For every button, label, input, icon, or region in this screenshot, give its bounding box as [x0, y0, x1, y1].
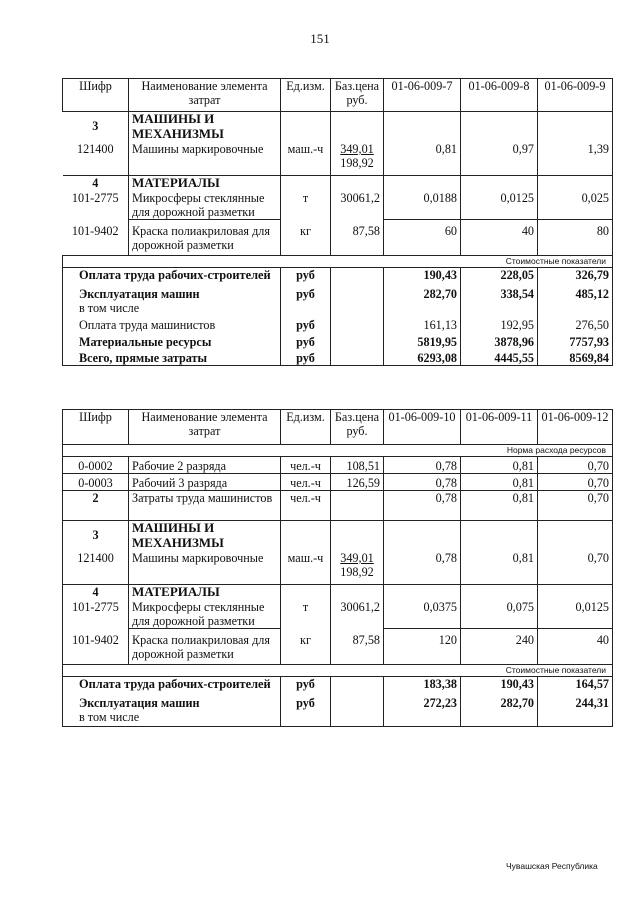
col-price: Баз.цена руб.: [331, 410, 384, 445]
cost-unit: руб: [281, 677, 331, 692]
row-value: 0,075: [461, 600, 538, 629]
row-price: 108,51: [331, 457, 384, 474]
col-code: Шифр: [63, 410, 129, 445]
row-code: 121400: [63, 551, 129, 585]
table-row: [63, 457, 613, 474]
row-value: 0,78: [384, 457, 461, 474]
row-name: Затраты труда машинистов: [129, 491, 281, 521]
banner-row: [63, 445, 613, 457]
estimate-table-2: [62, 409, 613, 727]
row-value: 40: [461, 220, 538, 256]
row-code: 101-9402: [63, 629, 129, 665]
row-name: Машины маркировочные: [129, 551, 281, 585]
row-code: 0-0003: [63, 474, 129, 491]
cost-unit: руб: [281, 332, 331, 349]
cost-value: 272,23: [384, 692, 461, 710]
row-value: 80: [538, 220, 613, 256]
row-value: 0,81: [461, 474, 538, 491]
cost-name: Эксплуатация машин: [63, 283, 281, 301]
cost-row: [63, 268, 613, 283]
section-title: МАШИНЫ И МЕХАНИЗМЫ: [129, 112, 281, 142]
table-row: [63, 491, 613, 521]
row-value: 0,70: [538, 491, 613, 521]
row-name: Микросферы стеклянные для дорожной разметки: [129, 191, 281, 220]
col-name: Наименование элемента затрат: [129, 79, 281, 112]
row-unit: маш.-ч: [281, 142, 331, 176]
section-code: 3: [92, 119, 99, 133]
col-norm: 01-06-009-12: [538, 410, 613, 445]
cost-row: [63, 692, 613, 710]
row-value: 0,0125: [538, 600, 613, 629]
cost-value: 244,31: [538, 692, 613, 710]
cost-value: 192,95: [461, 315, 538, 332]
row-value: 0,0125: [461, 191, 538, 220]
cost-value: 282,70: [384, 283, 461, 301]
cost-value: 161,13: [384, 315, 461, 332]
section-title: МАШИНЫ И МЕХАНИЗМЫ: [129, 521, 281, 551]
col-norm: 01-06-009-10: [384, 410, 461, 445]
row-value: 0,025: [538, 191, 613, 220]
cost-unit: руб: [281, 315, 331, 332]
cost-note: в том числе: [63, 301, 281, 315]
row-code: 2: [63, 491, 129, 521]
section-title: МАТЕРИАЛЫ: [129, 176, 281, 191]
table-header: [63, 410, 613, 445]
cost-name: Оплата труда рабочих-строителей: [63, 677, 281, 692]
row-value: 0,0188: [384, 191, 461, 220]
row-unit: чел.-ч: [281, 491, 331, 521]
row-code: 121400: [76, 141, 114, 156]
row-value: 0,70: [538, 474, 613, 491]
col-unit: Ед.изм.: [281, 79, 331, 112]
row-value: 0,0375: [384, 600, 461, 629]
row-value: 120: [384, 629, 461, 665]
row-value: 240: [461, 629, 538, 665]
cost-row: [63, 332, 613, 349]
row-price: 126,59: [331, 474, 384, 491]
row-unit: чел.-ч: [281, 474, 331, 491]
col-norm: 01-06-009-8: [461, 79, 538, 112]
footer-region: Чувашская Республика: [506, 861, 598, 871]
section-row: [63, 176, 613, 191]
row-price-machinist: 198,92: [340, 564, 374, 579]
table-header: [63, 79, 613, 112]
cost-value: 326,79: [538, 268, 613, 283]
col-unit: Ед.изм.: [281, 410, 331, 445]
cost-unit: руб: [281, 268, 331, 283]
cost-indicators-banner: Стоимостные показатели: [63, 665, 613, 677]
row-name: Краска полиакриловая для дорожной разметки: [129, 220, 281, 256]
row-value: 60: [384, 220, 461, 256]
row-price: 30061,2: [331, 600, 384, 629]
cost-value: 183,38: [384, 677, 461, 692]
section-row: [63, 521, 613, 551]
section-code: 4: [92, 176, 99, 191]
row-code: 101-9402: [71, 223, 119, 238]
table-row: [63, 220, 613, 256]
section-row: [63, 112, 613, 142]
cost-name: Оплата труда машинистов: [63, 315, 281, 332]
row-value: 0,78: [384, 551, 461, 585]
row-name: Микросферы стеклянные для дорожной разметки: [129, 600, 281, 629]
cost-value: 276,50: [538, 315, 613, 332]
cost-unit: руб: [281, 349, 331, 366]
estimate-table-1: [62, 78, 613, 366]
section-code: 3: [63, 521, 129, 551]
row-value: 0,81: [461, 491, 538, 521]
row-name: Рабочие 2 разряда: [129, 457, 281, 474]
cost-value: 4445,55: [461, 349, 538, 366]
row-name: Рабочий 3 разряда: [129, 474, 281, 491]
banner-row: [63, 256, 613, 268]
cost-row: [63, 283, 613, 301]
row-price: 349,01: [340, 141, 374, 156]
row-value: 0,97: [461, 142, 538, 176]
row-name: Машины маркировочные: [129, 142, 281, 176]
cost-value: 190,43: [461, 677, 538, 692]
section-title: МАТЕРИАЛЫ: [129, 585, 281, 600]
row-value: 0,81: [384, 142, 461, 176]
cost-row: [63, 301, 613, 315]
row-unit: кг: [281, 629, 331, 665]
table-row: [63, 191, 613, 220]
col-norm: 01-06-009-9: [538, 79, 613, 112]
table-row: [63, 142, 613, 176]
row-unit: кг: [281, 220, 331, 256]
banner-row: [63, 665, 613, 677]
row-unit: маш.-ч: [281, 551, 331, 585]
row-price: 87,58: [331, 220, 384, 256]
cost-value: 6293,08: [384, 349, 461, 366]
cost-row: [63, 315, 613, 332]
cost-value: 190,43: [384, 268, 461, 283]
cost-row: [63, 677, 613, 692]
row-unit: т: [281, 191, 331, 220]
row-price: 349,01: [340, 550, 374, 565]
table-row: [63, 551, 613, 585]
row-value: 0,78: [384, 491, 461, 521]
row-code: 0-0002: [63, 457, 129, 474]
row-value: 0,70: [538, 551, 613, 585]
cost-value: 3878,96: [461, 332, 538, 349]
cost-value: 228,05: [461, 268, 538, 283]
cost-value: 338,54: [461, 283, 538, 301]
cost-value: 164,57: [538, 677, 613, 692]
row-unit: т: [281, 600, 331, 629]
cost-value: 282,70: [461, 692, 538, 710]
cost-row: [63, 710, 613, 727]
cost-name: Оплата труда рабочих-строителей: [63, 268, 281, 283]
row-value: 0,81: [461, 457, 538, 474]
cost-indicators-banner: Стоимостные показатели: [63, 256, 613, 268]
resource-norm-banner: Норма расхода ресурсов: [63, 445, 613, 457]
row-price-machinist: 198,92: [340, 155, 374, 170]
col-code: Шифр: [63, 79, 129, 112]
cost-name: Материальные ресурсы: [63, 332, 281, 349]
row-code: 101-2775: [63, 600, 129, 629]
row-value: 0,81: [461, 551, 538, 585]
cost-unit: руб: [281, 283, 331, 301]
row-price: 30061,2: [331, 191, 384, 220]
cost-value: 7757,93: [538, 332, 613, 349]
cost-note: в том числе: [63, 710, 281, 727]
page-number: 151: [310, 31, 330, 46]
row-code: 101-2775: [71, 191, 119, 206]
section-code: 4: [63, 585, 129, 600]
cost-unit: руб: [281, 692, 331, 710]
table-row: [63, 600, 613, 629]
cost-value: 8569,84: [538, 349, 613, 366]
cost-row-total: [63, 349, 613, 366]
cost-name: Эксплуатация машин: [63, 692, 281, 710]
row-value: 0,78: [384, 474, 461, 491]
col-price: Баз.цена руб.: [331, 79, 384, 112]
row-price: 87,58: [331, 629, 384, 665]
col-norm: 01-06-009-7: [384, 79, 461, 112]
row-unit: чел.-ч: [281, 457, 331, 474]
table-row: [63, 629, 613, 665]
cost-name: Всего, прямые затраты: [63, 349, 281, 366]
row-value: 1,39: [538, 142, 613, 176]
row-value: 0,70: [538, 457, 613, 474]
col-norm: 01-06-009-11: [461, 410, 538, 445]
section-row: [63, 585, 613, 600]
col-name: Наименование элемента затрат: [129, 410, 281, 445]
table-row: [63, 474, 613, 491]
cost-value: 485,12: [538, 283, 613, 301]
row-name: Краска полиакриловая для дорожной разметки: [129, 629, 281, 665]
cost-value: 5819,95: [384, 332, 461, 349]
row-value: 40: [538, 629, 613, 665]
